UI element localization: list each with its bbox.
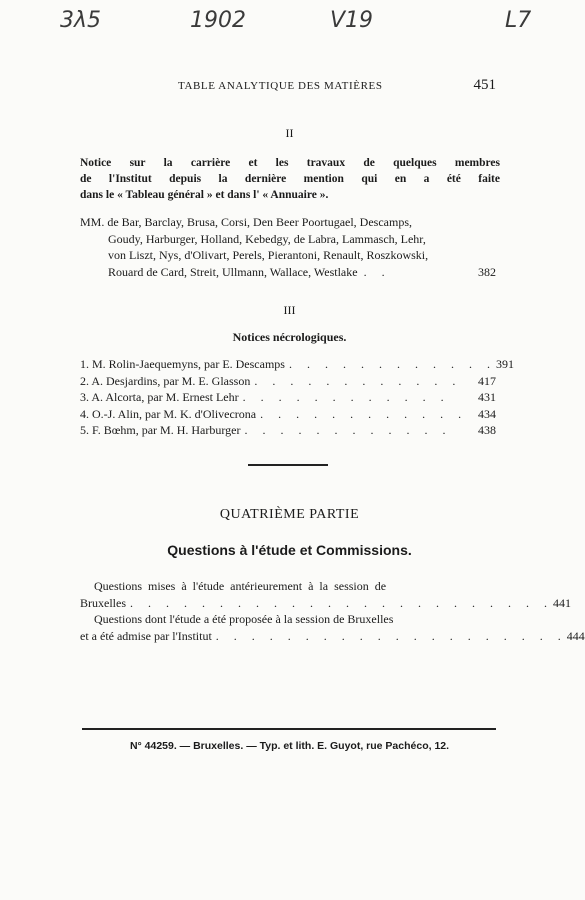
question-1-page: 441 xyxy=(553,595,571,610)
item-text: 3. A. Alcorta, par M. Ernest Lehr xyxy=(80,390,239,404)
leader-dots: . . . . . . . . . . . . xyxy=(288,357,496,371)
leader-dots: . . . . . . . . . . . . xyxy=(242,390,450,404)
item-text: 2. A. Desjardins, par M. E. Glasson xyxy=(80,373,251,388)
necrology-item xyxy=(80,357,514,374)
questions-list xyxy=(80,578,585,644)
members-line: Goudy, Harburger, Holland, Kebedgy, de Labra, Lammasch, Lehr, xyxy=(108,231,426,246)
leader-dots: . . . . . . . . . . . . xyxy=(244,423,452,437)
leader-dots: . . . . . . . . . . . . . . . . . . . . xyxy=(215,628,567,643)
question-1-text-end: Bruxelles xyxy=(80,595,126,610)
section-2-title-line: dans le « Tableau général » et dans l' « Annuaire ». xyxy=(80,189,329,201)
section-2-title-line: de l'Institut depuis la dernière mention qui en a été faite xyxy=(80,173,500,185)
leader-dots: . . . . . . . . . . . . xyxy=(260,406,468,421)
question-2-text-end: et a été admise par l'Institut xyxy=(80,628,212,643)
necrology-item xyxy=(80,374,496,391)
necrology-item xyxy=(80,407,496,424)
printer-footer: N° 44259. — Bruxelles. — Typ. et lith. E. Guyot, rue Pachéco, 12. xyxy=(129,740,450,752)
handwritten-note-3: V19 xyxy=(330,8,374,33)
section-numeral-2: II xyxy=(285,126,294,140)
leader-dots: . . . . . . . . . . . . xyxy=(254,373,462,388)
footer-rule xyxy=(82,728,496,730)
section-numeral-3: III xyxy=(283,303,296,317)
page-number: 451 xyxy=(473,77,496,93)
members-line: MM. de Bar, Barclay, Brusa, Corsi, Den Beer Poortugael, Descamps, xyxy=(80,215,412,229)
item-text: 1. M. Rolin-Jaequemyns, par E. Descamps xyxy=(80,357,285,371)
section-2-title xyxy=(80,155,500,203)
members-line: Rouard de Card, Streit, Ullmann, Wallace, Westlake xyxy=(108,264,358,279)
leader-dots: . . . . . . . . . . . . . . . . . . . . . . . . xyxy=(130,595,553,610)
section-2-title-line: Notice sur la carrière et les travaux de quelques membres xyxy=(80,157,500,169)
handwritten-note-4: L7 xyxy=(505,8,532,33)
item-text: 5. F. Bœhm, par M. H. Harburger xyxy=(80,423,241,437)
necrology-list xyxy=(80,357,514,440)
running-header xyxy=(178,77,496,93)
members-line: von Liszt, Nys, d'Olivart, Perels, Pierantoni, Renault, Roszkowski, xyxy=(108,248,429,262)
question-1-line-1 xyxy=(80,578,496,595)
handwritten-note-1: 3λ5 xyxy=(60,8,102,33)
question-1-text: Questions mises à l'étude antérieurement à la session de xyxy=(94,579,387,593)
item-page: 434 xyxy=(478,406,496,421)
leader-dots: . . xyxy=(363,264,391,279)
members-page: 382 xyxy=(478,264,496,279)
members-line-last xyxy=(80,264,496,281)
members-list xyxy=(80,214,496,280)
question-2-page: 444 xyxy=(566,628,585,643)
section-3-title: Notices nécrologiques. xyxy=(232,330,347,344)
header-title: TABLE ANALYTIQUE DES MATIÈRES xyxy=(178,80,383,92)
item-page: 417 xyxy=(478,373,496,388)
part-title: QUATRIÈME PARTIE xyxy=(219,507,360,522)
divider-rule xyxy=(248,464,328,466)
necrology-item xyxy=(80,423,496,440)
question-2-line-1 xyxy=(80,611,496,628)
handwritten-note-2: 1902 xyxy=(190,8,246,33)
question-2-line-2 xyxy=(80,628,585,645)
question-2-text: Questions dont l'étude a été proposée à la session de Bruxelles xyxy=(94,612,394,626)
item-text: 4. O.-J. Alin, par M. K. d'Olivecrona xyxy=(80,406,257,421)
part-subtitle: Questions à l'étude et Commissions. xyxy=(167,542,412,558)
question-1-line-2 xyxy=(80,595,571,612)
item-page: 391 xyxy=(495,357,514,371)
necrology-item xyxy=(80,390,496,407)
item-page: 431 xyxy=(478,390,496,404)
item-page: 438 xyxy=(478,423,496,437)
